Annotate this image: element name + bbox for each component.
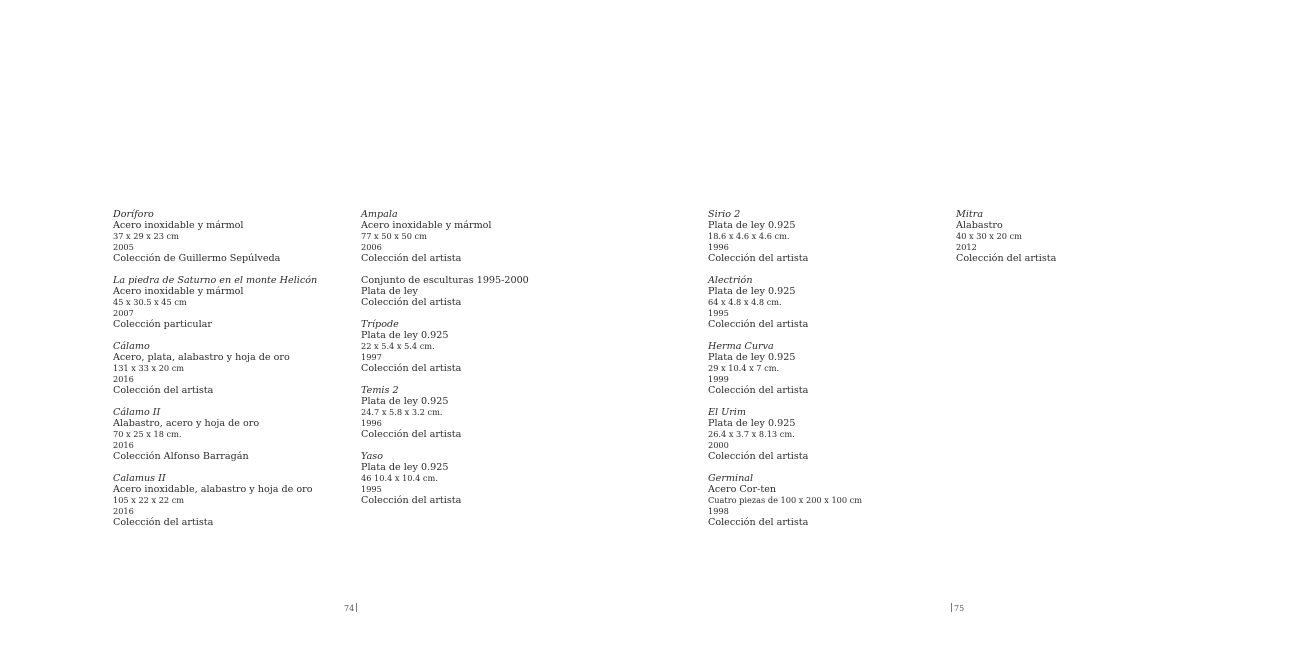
entry-year: 2000 [708,440,729,450]
entry-year: 2016 [113,374,134,384]
catalog-entry [708,275,898,330]
entry-material: Plata de ley 0.925 [361,330,449,341]
entry-year: 2005 [113,242,134,252]
page-number-right [949,603,964,614]
entry-title: Alectrión [708,275,753,286]
entry-year: 1995 [708,308,729,318]
catalog-entry [113,209,343,264]
catalog-entry [708,209,898,264]
entry-dimensions: 22 x 5.4 x 5.4 cm. [361,341,435,351]
entry-title: Cálamo II [113,407,161,418]
catalog-entry [708,473,898,528]
catalog-entry [956,209,1186,264]
entry-heading: Conjunto de esculturas 1995-2000 [361,275,529,286]
entry-year: 2006 [361,242,382,252]
entry-year: 1995 [361,484,382,494]
catalog-column-2 [361,209,591,517]
entry-material: Plata de ley 0.925 [361,462,449,473]
entry-dimensions: 37 x 29 x 23 cm [113,231,179,241]
entry-dimensions: 40 x 30 x 20 cm [956,231,1022,241]
entry-dimensions: 64 x 4.8 x 4.8 cm. [708,297,782,307]
entry-year: 1999 [708,374,729,384]
catalog-entry [361,451,591,506]
entry-dimensions: 26.4 x 3.7 x 8.13 cm. [708,429,795,439]
entry-dimensions: 70 x 25 x 18 cm. [113,429,182,439]
entry-collection: Colección del artista [708,517,809,528]
entry-collection: Colección del artista [113,517,214,528]
entry-material: Alabastro [956,220,1003,231]
entry-dimensions: 24.7 x 5.8 x 3.2 cm. [361,407,443,417]
entry-year: 1996 [708,242,729,252]
entry-collection: Colección de Guillermo Sepúlveda [113,253,281,264]
entry-title: Germinal [708,473,754,484]
catalog-entry [113,407,343,462]
entry-year: 1997 [361,352,382,362]
entry-material: Plata de ley 0.925 [708,352,796,363]
entry-title: Trípode [361,319,399,330]
entry-title: Sirio 2 [708,209,741,220]
entry-collection: Colección del artista [361,363,462,374]
page-number-left-label: 74 [344,604,355,613]
entry-dimensions: 45 x 30.5 x 45 cm [113,297,187,307]
entry-dimensions: 46 10.4 x 10.4 cm. [361,473,438,483]
entry-year: 2012 [956,242,977,252]
entry-collection: Colección del artista [361,253,462,264]
entry-material: Acero inoxidable y mármol [113,286,244,297]
catalog-entry [113,473,343,528]
entry-title: Doríforo [113,209,154,220]
entry-material: Plata de ley 0.925 [708,286,796,297]
entry-title: Cálamo [113,341,150,352]
entry-dimensions: 131 x 33 x 20 cm [113,363,185,373]
entry-year: 2007 [113,308,134,318]
catalog-column-1 [113,209,343,539]
entry-dimensions: 105 x 22 x 22 cm [113,495,185,505]
entry-title: Calamus II [113,473,166,484]
catalog-entry [361,209,591,264]
catalog-entry [708,341,898,396]
entry-collection: Colección del artista [361,297,462,308]
entry-material: Acero, plata, alabastro y hoja de oro [113,352,290,363]
page-divider-bar [951,603,952,612]
entry-material: Acero inoxidable, alabastro y hoja de oro [113,484,313,495]
entry-year: 1996 [361,418,382,428]
entry-collection: Colección del artista [708,253,809,264]
entry-collection: Colección del artista [113,385,214,396]
entry-material: Acero Cor-ten [708,484,777,495]
entry-dimensions: 18.6 x 4.6 x 4.6 cm. [708,231,790,241]
entry-title: Ampala [361,209,398,220]
catalog-entry [361,319,591,374]
catalog-entry [113,275,343,330]
entry-collection: Colección del artista [708,385,809,396]
catalog-entry [361,385,591,440]
catalog-column-4 [956,209,1186,275]
entry-title: Temis 2 [361,385,399,396]
catalog-entry [708,407,898,462]
entry-material: Alabastro, acero y hoja de oro [113,418,260,429]
entry-title: El Urim [708,407,746,418]
catalog-entry [113,341,343,396]
catalog-entry [361,275,591,308]
entry-title: Mitra [956,209,984,220]
entry-dimensions: 77 x 50 x 50 cm [361,231,427,241]
entry-year: 1998 [708,506,729,516]
entry-title: Herma Curva [708,341,774,352]
entry-collection: Colección del artista [956,253,1057,264]
entry-collection: Colección del artista [361,495,462,506]
entry-dimensions: 29 x 10.4 x 7 cm. [708,363,780,373]
entry-material: Plata de ley 0.925 [708,220,796,231]
entry-collection: Colección particular [113,319,212,330]
page-divider-bar [356,603,357,612]
entry-title: La piedra de Saturno en el monte Helicón [113,275,318,286]
entry-material: Plata de ley [361,286,418,297]
entry-title: Yaso [361,451,384,462]
catalog-column-3 [708,209,898,539]
entry-collection: Colección del artista [708,451,809,462]
entry-collection: Colección del artista [708,319,809,330]
entry-dimensions: Cuatro piezas de 100 x 200 x 100 cm [708,495,863,505]
page-number-right-label: 75 [954,604,965,613]
entry-collection: Colección Alfonso Barragán [113,451,249,462]
entry-material: Plata de ley 0.925 [708,418,796,429]
entry-material: Acero inoxidable y mármol [361,220,492,231]
entry-material: Acero inoxidable y mármol [113,220,244,231]
entry-material: Plata de ley 0.925 [361,396,449,407]
page-number-left [344,603,359,614]
entry-year: 2016 [113,506,134,516]
entry-year: 2016 [113,440,134,450]
entry-collection: Colección del artista [361,429,462,440]
